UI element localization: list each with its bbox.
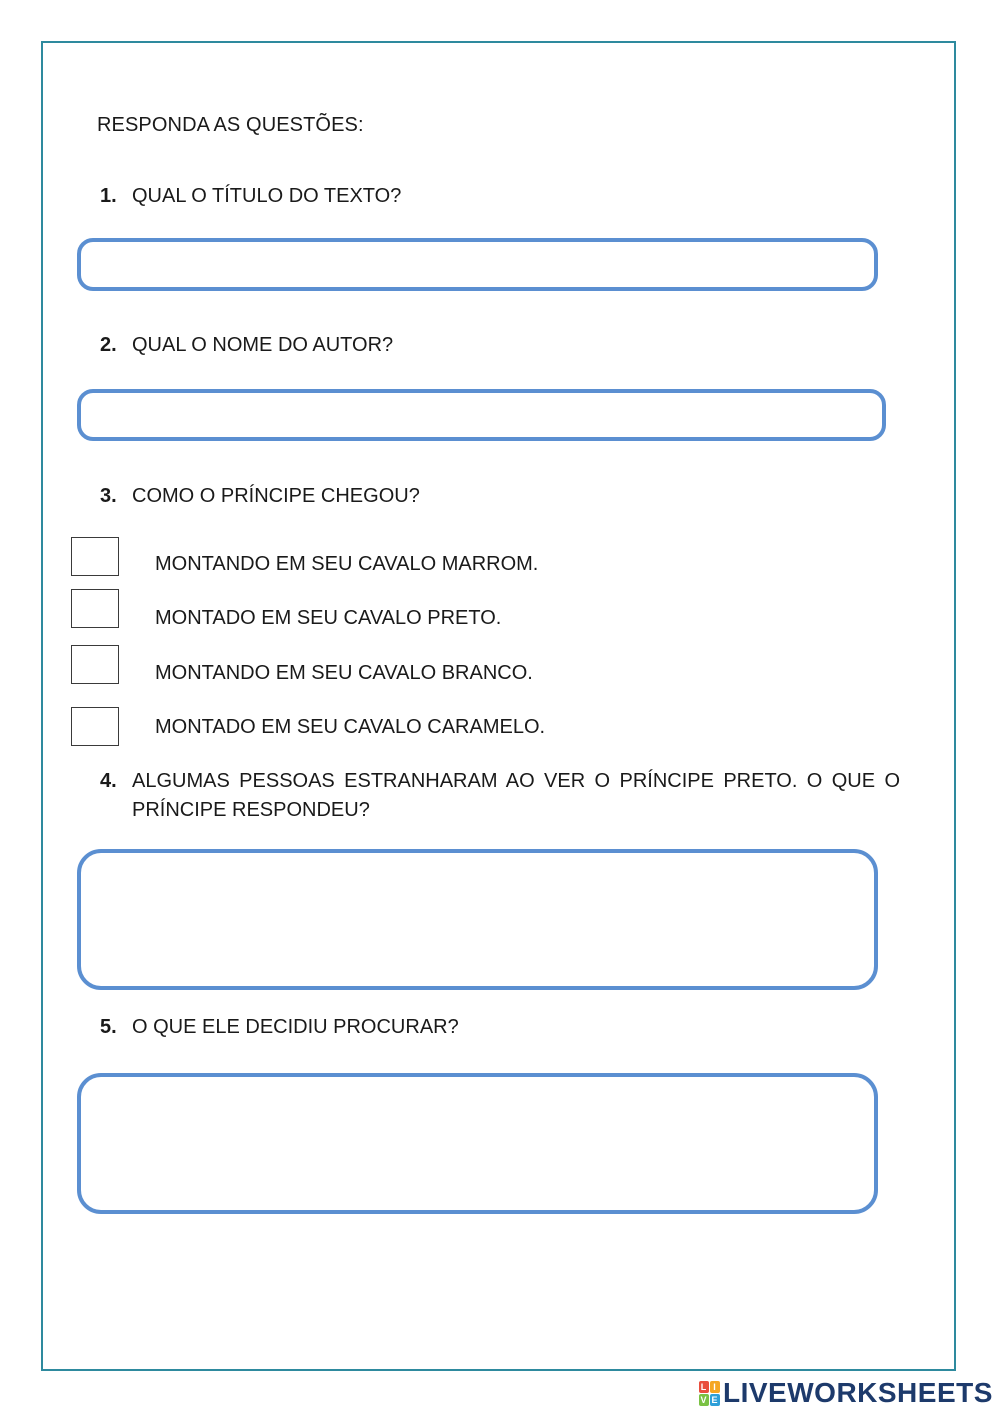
question-2 — [100, 334, 393, 357]
question-number: 3. — [100, 485, 117, 507]
question-1 — [100, 185, 401, 208]
question-text: ALGUMAS PESSOAS ESTRANHARAM AO VER O PRÍNCIPE PRETO. O QUE O PRÍNCIPE RESPONDEU? — [132, 770, 900, 821]
question-text: O QUE ELE DECIDIU PROCURAR? — [132, 1016, 459, 1038]
answer-box-5[interactable] — [77, 1073, 878, 1214]
question-4 — [100, 767, 900, 825]
option-label-3: MONTANDO EM SEU CAVALO BRANCO. — [155, 662, 533, 684]
question-number: 4. — [100, 770, 117, 792]
instructions-heading: RESPONDA AS QUESTÕES: — [97, 114, 364, 136]
option-label-2: MONTADO EM SEU CAVALO PRETO. — [155, 607, 502, 629]
question-text: QUAL O NOME DO AUTOR? — [132, 334, 394, 356]
question-3 — [100, 485, 420, 508]
liveworksheets-logo[interactable] — [698, 1378, 993, 1408]
question-text: COMO O PRÍNCIPE CHEGOU? — [132, 485, 420, 507]
brand-icon-letter: E — [711, 1394, 718, 1405]
question-number: 5. — [100, 1016, 117, 1038]
answer-box-1[interactable] — [77, 238, 878, 291]
question-number: 1. — [100, 185, 117, 207]
liveworksheets-icon — [698, 1380, 720, 1406]
option-checkbox-3[interactable] — [71, 645, 119, 684]
option-label-1: MONTANDO EM SEU CAVALO MARROM. — [155, 553, 539, 575]
answer-box-2[interactable] — [77, 389, 886, 441]
brand-icon-letter: I — [710, 1381, 720, 1393]
option-checkbox-2[interactable] — [71, 589, 119, 628]
option-checkbox-4[interactable] — [71, 707, 119, 746]
brand-name: LIVEWORKSHEETS — [723, 1377, 993, 1408]
option-checkbox-1[interactable] — [71, 537, 119, 576]
brand-icon-letter: L — [699, 1381, 709, 1393]
question-number: 2. — [100, 334, 117, 356]
question-text: QUAL O TÍTULO DO TEXTO? — [132, 185, 402, 207]
question-5 — [100, 1016, 459, 1039]
option-label-4: MONTADO EM SEU CAVALO CARAMELO. — [155, 716, 546, 738]
brand-icon-letter: V — [700, 1394, 707, 1405]
answer-box-4[interactable] — [77, 849, 878, 990]
